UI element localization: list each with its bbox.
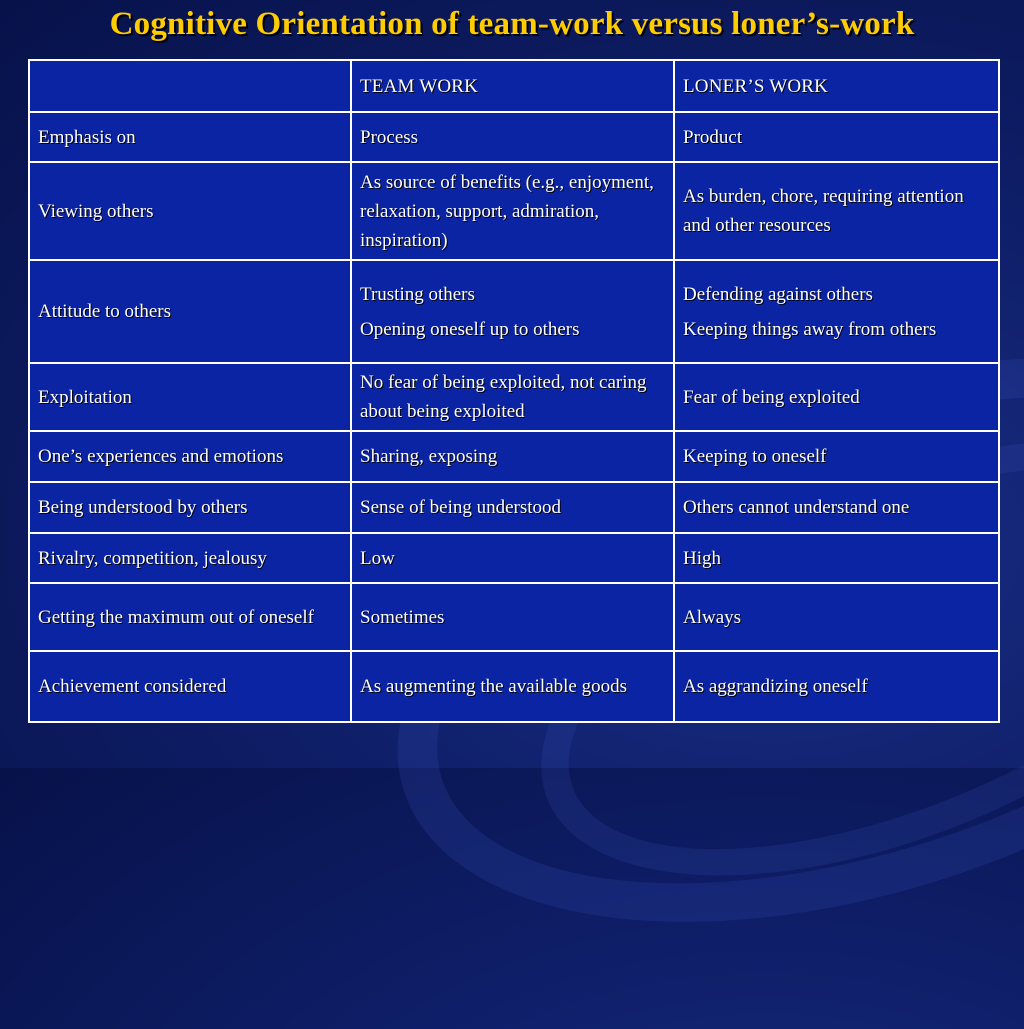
team-cell xyxy=(351,431,674,482)
cell-text: Sometimes xyxy=(360,606,445,628)
table-row xyxy=(29,533,999,583)
loner-cell xyxy=(674,482,999,533)
cell-text: High xyxy=(683,547,721,569)
cell-text: Defending against others xyxy=(683,283,873,305)
team-cell xyxy=(351,533,674,583)
cell-text: Sense of being understood xyxy=(360,497,562,518)
row-label: Rivalry, competition, jealousy xyxy=(29,533,351,583)
loner-cell xyxy=(674,583,999,651)
row-label: Attitude to others xyxy=(29,260,351,363)
table-row xyxy=(29,651,999,722)
row-label: Getting the maximum out of oneself xyxy=(29,583,351,651)
table-row xyxy=(29,363,999,431)
cell-text: Process xyxy=(360,126,419,148)
row-label: One’s experiences and emotions xyxy=(29,431,351,482)
header-cell-loners-work: LONER’S WORK xyxy=(674,60,999,112)
table-row xyxy=(29,260,999,363)
table-row xyxy=(29,162,999,260)
row-label: Achievement considered xyxy=(29,651,351,722)
cell-text: Opening oneself up to others xyxy=(360,318,580,340)
team-cell xyxy=(351,162,674,260)
loner-cell xyxy=(674,112,999,162)
cell-text: Trusting others xyxy=(360,283,475,305)
cell-text: Sharing, exposing xyxy=(360,446,498,467)
loner-cell xyxy=(674,162,999,260)
team-cell xyxy=(351,482,674,533)
comparison-table xyxy=(28,59,1000,723)
row-label: Being understood by others xyxy=(29,482,351,533)
team-cell xyxy=(351,112,674,162)
cell-text: As burden, chore, requiring attention and other resources xyxy=(683,186,964,236)
slide-title: Cognitive Orientation of team-work versus loner’s-work xyxy=(109,6,915,42)
cell-text: Fear of being exploited xyxy=(683,386,860,408)
header-cell-empty xyxy=(29,60,351,112)
loner-cell xyxy=(674,363,999,431)
header-cell-team-work: TEAM WORK xyxy=(351,60,674,112)
table-header-row xyxy=(29,60,999,112)
cell-text: No fear of being exploited, not caring about being exploited xyxy=(360,372,647,422)
table-row xyxy=(29,583,999,651)
cell-text: Low xyxy=(360,547,395,569)
cell-text: Keeping to oneself xyxy=(683,446,827,467)
row-label: Viewing others xyxy=(29,162,351,260)
team-cell xyxy=(351,651,674,722)
row-label: Emphasis on xyxy=(29,112,351,162)
cell-text: As aggrandizing oneself xyxy=(683,676,868,697)
team-cell xyxy=(351,583,674,651)
team-cell xyxy=(351,363,674,431)
loner-cell xyxy=(674,260,999,363)
team-cell xyxy=(351,260,674,363)
loner-cell xyxy=(674,533,999,583)
table-row xyxy=(29,482,999,533)
cell-text: Others cannot understand one xyxy=(683,497,910,518)
loner-cell xyxy=(674,651,999,722)
table-row xyxy=(29,112,999,162)
cell-text: As source of benefits (e.g., enjoyment, relaxation, support, admiration, inspiration) xyxy=(360,171,654,251)
cell-text: As augmenting the available goods xyxy=(360,676,627,697)
table-row xyxy=(29,431,999,482)
cell-text: Always xyxy=(683,606,742,628)
loner-cell xyxy=(674,431,999,482)
cell-text: Keeping things away from others xyxy=(683,318,937,340)
row-label: Exploitation xyxy=(29,363,351,431)
cell-text: Product xyxy=(683,126,743,148)
